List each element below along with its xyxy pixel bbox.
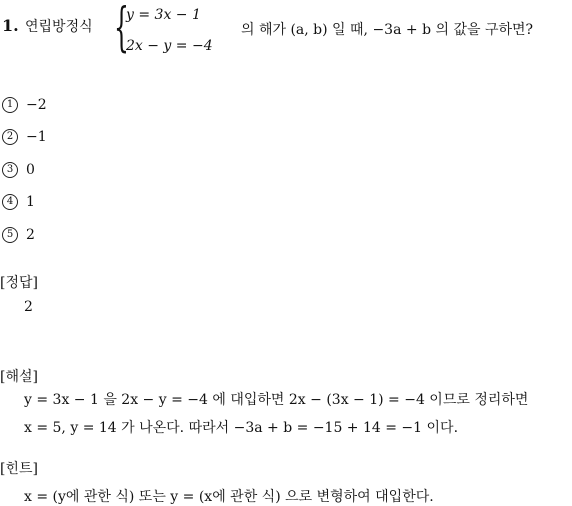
choice-marker: 5 <box>2 227 18 243</box>
equation-1: y = 3x − 1 <box>126 7 201 23</box>
explanation-label: [해설] <box>0 369 38 385</box>
choice-3[interactable] <box>2 162 35 178</box>
choice-value: 1 <box>26 194 35 210</box>
answer-label: [정답] <box>0 275 38 291</box>
choice-marker: 3 <box>2 162 18 178</box>
question-number: 1. <box>2 16 19 35</box>
answer-value: 2 <box>24 299 33 315</box>
choice-marker: 2 <box>2 129 18 145</box>
hint-label: [힌트] <box>0 461 38 477</box>
choice-value: 0 <box>26 162 35 178</box>
choice-4[interactable] <box>2 194 35 210</box>
system-brace: { <box>114 0 129 58</box>
question-prefix: 연립방정식 <box>25 19 93 35</box>
choice-1[interactable] <box>2 97 47 113</box>
choice-5[interactable] <box>2 227 35 243</box>
equation-2: 2x − y = −4 <box>126 38 213 54</box>
choice-marker: 4 <box>2 194 18 210</box>
choice-marker: 1 <box>2 97 18 113</box>
choice-value: −1 <box>26 129 47 145</box>
explanation-line-1: y = 3x − 1 을 2x − y = −4 에 대입하면 2x − (3x − 1) = −4 이므로 정리하면 <box>24 392 529 408</box>
question-suffix: 의 해가 (a, b) 일 때, −3a + b 의 값을 구하면? <box>241 22 534 38</box>
hint-line-1: x = (y에 관한 식) 또는 y = (x에 관한 식) 으로 변형하여 대입한다. <box>24 489 434 505</box>
choice-value: −2 <box>26 97 47 113</box>
explanation-line-2: x = 5, y = 14 가 나온다. 따라서 −3a + b = −15 + 14 = −1 이다. <box>24 420 459 436</box>
choice-2[interactable] <box>2 129 47 145</box>
choice-value: 2 <box>26 227 35 243</box>
